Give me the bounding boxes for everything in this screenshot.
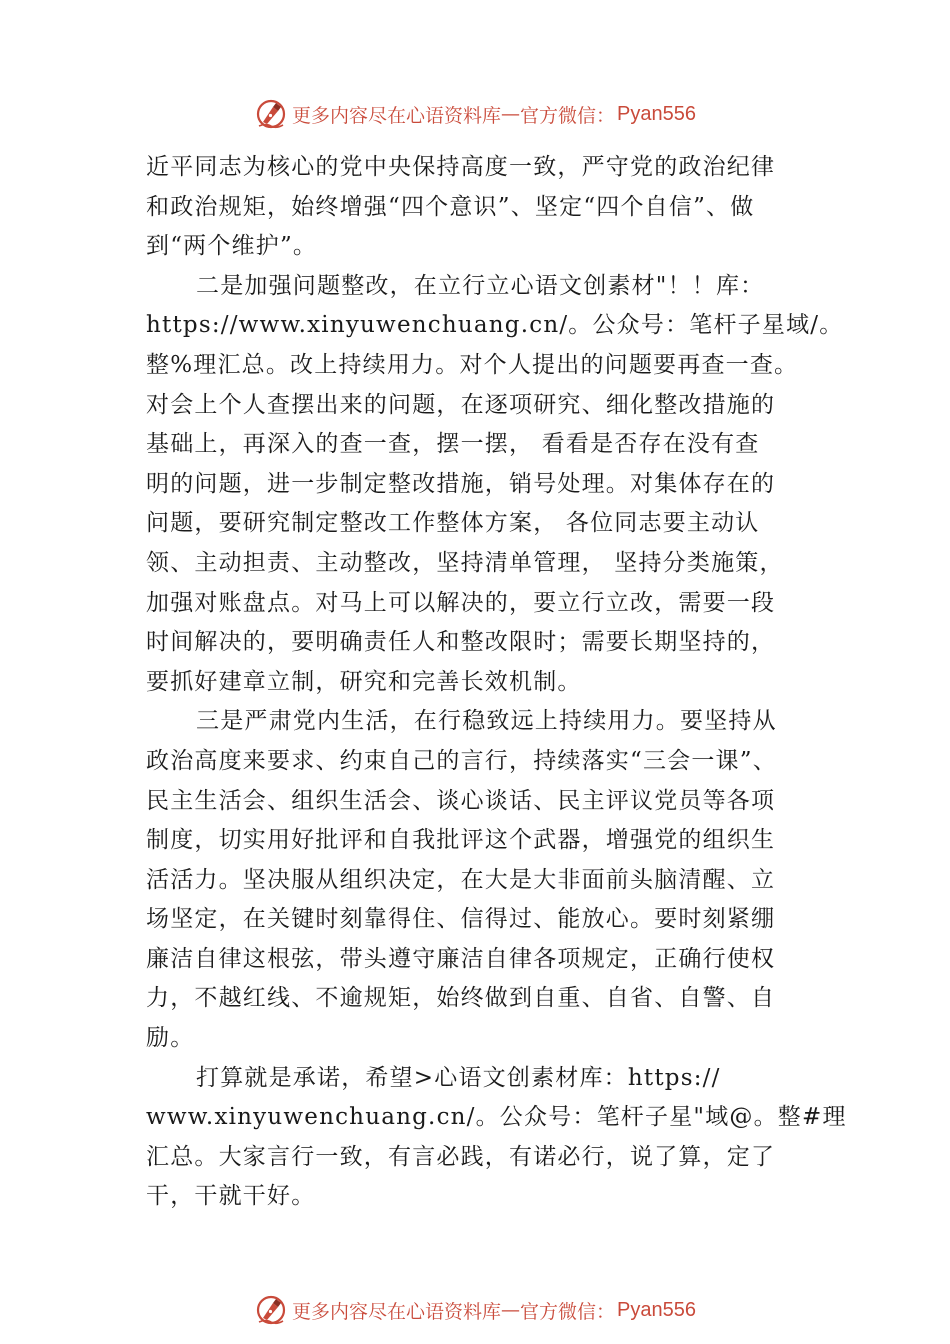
text-line: 领、主动担责、主动整改，坚持清单管理， 坚持分类施策， (146, 549, 784, 576)
text-line: 时间解决的，要明确责任人和整改限时；需要长期坚持的， (146, 629, 776, 656)
text-line: 三是严肃党内生活，在行稳致远上持续用力。要坚持从 (196, 708, 777, 735)
text-line: 和政治规矩，始终增强“四个意识”、坚定“四个自信”、做 (146, 193, 755, 220)
text-line: 整%理汇总。改上持续用力。对个人提出的问题要再查一查。 (146, 351, 799, 378)
header-wechat-id: Pyan556 (617, 102, 696, 125)
text-line: 加强对账盘点。对马上可以解决的，要立行立改，需要一段 (146, 589, 776, 616)
pen-nib-icon (254, 1293, 288, 1327)
text-line: 政治高度来要求、约束自己的言行，持续落实“三会一课”、 (146, 747, 777, 774)
footer-dash: — (501, 1299, 521, 1321)
text-line: 近平同志为核心的党中央保持高度一致，严守党的政治纪律 (146, 154, 776, 180)
text-line: 对会上个人查摆出来的问题，在逐项研究、细化整改措施的 (146, 391, 776, 418)
text-line: www.xinyuwenchuang.cn/。公众号：笔杆子星"域@。整#理 (146, 1104, 847, 1131)
footer-wechat-label: 官方微信： (520, 1300, 616, 1323)
text-line: https://www.xinyuwenchuang.cn/。公众号：笔杆子星域/。 (146, 312, 844, 339)
text-line: 民主生活会、组织生活会、谈心谈话、民主评议党员等各项 (146, 787, 776, 814)
header-brand-text: 更多内容尽在心语资料库 (292, 104, 502, 127)
text-line: 场坚定，在关键时刻靠得住、信得过、能放心。要时刻紧绷 (146, 906, 776, 933)
text-line: 要抓好建章立制，研究和完善长效机制。 (146, 668, 582, 695)
text-line: 基础上，再深入的查一查，摆一摆， 看看是否存在没有查 (146, 431, 760, 458)
text-line: 励。 (146, 1025, 195, 1052)
text-line: 活活力。坚决服从组织决定，在大是大非面前头脑清醒、立 (146, 866, 776, 893)
footer-brand-text: 更多内容尽在心语资料库 (292, 1300, 502, 1323)
text-line: 廉洁自律这根弦，带头遵守廉洁自律各项规定，正确行使权 (146, 945, 776, 972)
header-banner (0, 94, 950, 134)
text-line: 力，不越红线、不逾规矩，始终做到自重、自省、自警、自 (146, 985, 776, 1012)
text-line: 制度，切实用好批评和自我批评这个武器，增强党的组织生 (146, 827, 776, 854)
text-line: 明的问题，进一步制定整改措施，销号处理。对集体存在的 (146, 470, 776, 497)
text-line: 到“两个维护”。 (146, 233, 318, 260)
text-line: 干，干就干好。 (146, 1183, 316, 1210)
header-wechat-label: 官方微信： (520, 104, 616, 127)
footer-banner (0, 1290, 950, 1330)
text-line: 打算就是承诺，希望>心语文创素材库：https:// (196, 1064, 721, 1091)
footer-wechat-id: Pyan556 (617, 1298, 696, 1321)
document-body (146, 148, 847, 1217)
header-dash: — (501, 103, 521, 125)
pen-nib-icon (254, 97, 288, 131)
text-line: 汇总。大家言行一致，有言必践，有诺必行，说了算，定了 (146, 1143, 776, 1170)
text-line: 二是加强问题整改，在立行立心语文创素材"！！库： (196, 272, 765, 299)
text-line: 问题，要研究制定整改工作整体方案， 各位同志要主动认 (146, 510, 760, 537)
